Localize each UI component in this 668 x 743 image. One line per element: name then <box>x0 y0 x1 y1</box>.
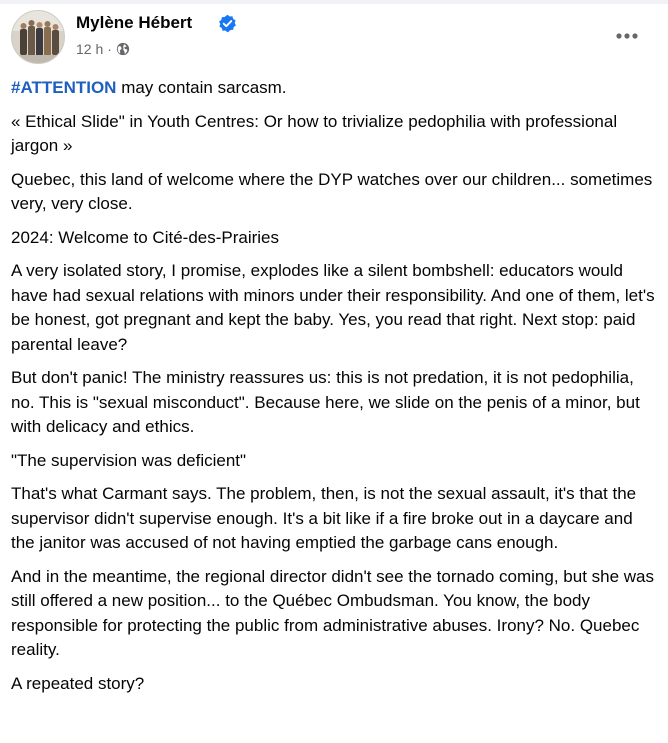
paragraph-text: may contain sarcasm. <box>116 78 287 97</box>
post-paragraph-6: But don't panic! The ministry reassures us: this is not predation, it is not pedophilia, no. This is "sexual misconduct". Because here, we slide on the penis of a minor, but with delicacy and ethics. <box>11 368 640 436</box>
post-time[interactable]: 12 h <box>76 41 104 57</box>
post-paragraph-3: Quebec, this land of welcome where the DYP watches over our children... sometimes very, very close. <box>11 169 653 213</box>
verified-badge-icon <box>218 14 237 33</box>
post-paragraph-9: And in the meantime, the regional director didn't see the tornado coming, but she was still offered a new position... to the Québec Ombudsman. You know, the body responsible for protecting the public from administrative abuses. Irony? No. Quebec reality. <box>11 566 655 659</box>
more-options-button[interactable] <box>613 24 641 48</box>
more-options-icon <box>615 32 639 40</box>
hashtag-link[interactable]: #ATTENTION <box>11 78 117 97</box>
post-body <box>11 76 659 705</box>
post-meta <box>76 40 130 58</box>
top-divider <box>0 0 668 4</box>
avatar[interactable] <box>11 10 65 64</box>
post-paragraph-7: "The supervision was deficient" <box>11 450 247 470</box>
meta-separator: · <box>107 41 112 57</box>
avatar-image <box>12 11 65 64</box>
author-name[interactable]: Mylène Hébert <box>76 13 193 32</box>
post-paragraph-10: A repeated story? <box>11 673 145 693</box>
post-paragraph-4: 2024: Welcome to Cité-des-Prairies <box>11 227 280 247</box>
post-header <box>11 10 656 64</box>
post-paragraph-5: A very isolated story, I promise, explodes like a silent bombshell: educators would have had sexual relations with minors under their responsibility. And one of them, let's be honest, got pregnant and kept the baby. Yes, you read that right. Next stop: paid parental leave? <box>11 261 655 354</box>
post-paragraph-2: « Ethical Slide" in Youth Centres: Or how to trivialize pedophilia with professional jargon » <box>11 111 618 155</box>
globe-icon[interactable] <box>116 42 130 56</box>
post-paragraph-1 <box>11 76 659 101</box>
post-paragraph-8: That's what Carmant says. The problem, then, is not the sexual assault, it's that the supervisor didn't supervise enough. It's a bit like if a fire broke out in a daycare and the janitor was accused of not having emptied the garbage cans enough. <box>11 484 637 552</box>
